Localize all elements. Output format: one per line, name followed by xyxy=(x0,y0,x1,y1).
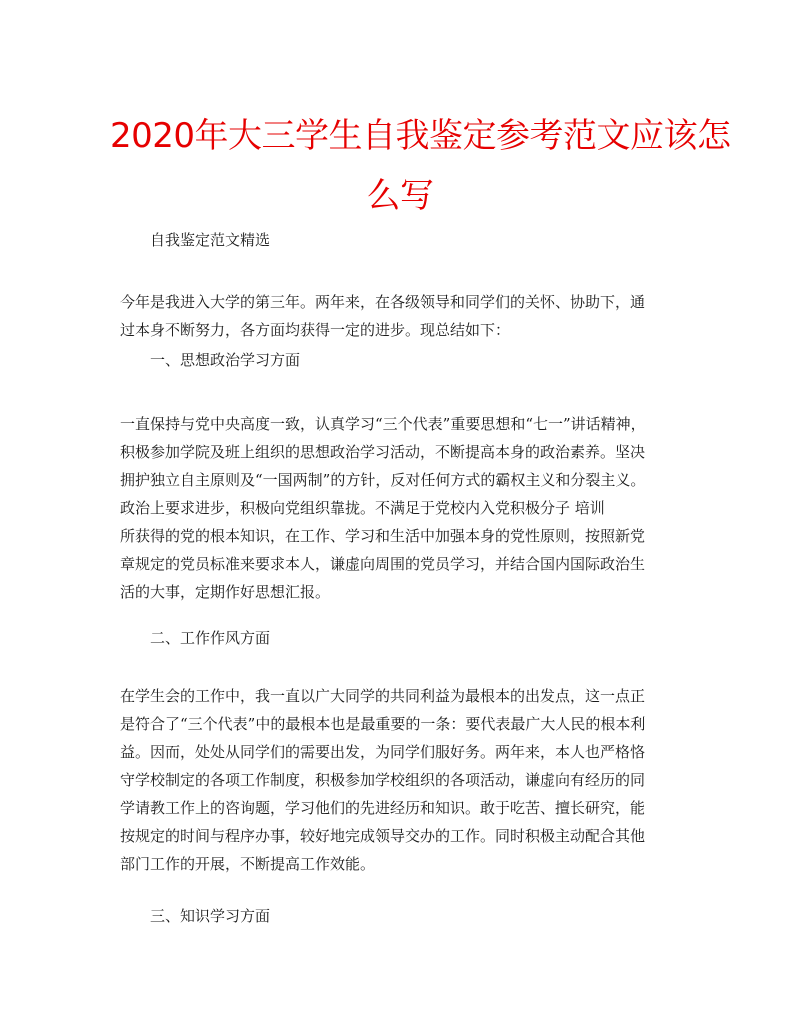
section2-line: 在学生会的工作中，我一直以广大同学的共同利益为最根本的出发点，这一点正 xyxy=(120,687,646,705)
section2-line: 守学校制定的各项工作制度，积极参加学校组织的各项活动，谦虚向有经历的同 xyxy=(120,771,646,789)
section-heading: 一、思想政治学习方面 xyxy=(150,351,301,369)
section-heading: 二、工作作风方面 xyxy=(150,629,271,647)
section1-line: 活的大事，定期作好思想汇报。 xyxy=(120,583,331,601)
section-heading: 三、知识学习方面 xyxy=(150,907,271,925)
section2-line: 部门工作的开展，不断提高工作效能。 xyxy=(120,855,376,873)
title-line-1: 2020年大三学生自我鉴定参考范文应该怎 xyxy=(110,116,731,156)
document-title xyxy=(110,106,731,226)
section2-line: 是符合了“三个代表”中的最根本也是最重要的一条：要代表最广大人民的根本利 xyxy=(120,715,646,733)
title-line-2: 么写 xyxy=(366,176,434,216)
section2-line: 按规定的时间与程序办事，较好地完成领导交办的工作。同时积极主动配合其他 xyxy=(120,827,646,845)
section1-line: 政治上要求进步，积极向党组织靠拢。不满足于党校内入党积极分子 培训 xyxy=(120,499,605,517)
section1-line: 所获得的党的根本知识，在工作、学习和生活中加强本身的党性原则，按照新党 xyxy=(120,527,646,545)
section2-paragraph xyxy=(120,682,680,878)
section2-line: 学请教工作上的咨询题，学习他们的先进经历和知识。敢于吃苦、擅长研究，能 xyxy=(120,799,646,817)
section1-line: 拥护独立自主原则及“一国两制”的方针，反对任何方式的霸权主义和分裂主义。 xyxy=(120,471,646,489)
section1-line: 一直保持与党中央高度一致，认真学习“三个代表”重要思想和“七一”讲话精神， xyxy=(120,415,646,433)
section1-line: 积极参加学院及班上组织的思想政治学习活动，不断提高本身的政治素养。坚决 xyxy=(120,443,646,461)
section1-paragraph xyxy=(120,410,680,606)
section2-line: 益。因而，处处从同学们的需要出发，为同学们服好务。两年来，本人也严格恪 xyxy=(120,743,646,761)
subtitle: 自我鉴定范文精选 xyxy=(150,231,271,249)
section1-line: 章规定的党员标准来要求本人，谦虚向周围的党员学习，并结合国内国际政治生 xyxy=(120,555,646,573)
intro-line: 今年是我进入大学的第三年。两年来，在各级领导和同学们的关怀、协助下，通 xyxy=(120,293,646,311)
intro-line: 过本身不断努力，各方面均获得一定的进步。现总结如下： xyxy=(120,321,511,339)
intro-paragraph xyxy=(120,288,680,344)
